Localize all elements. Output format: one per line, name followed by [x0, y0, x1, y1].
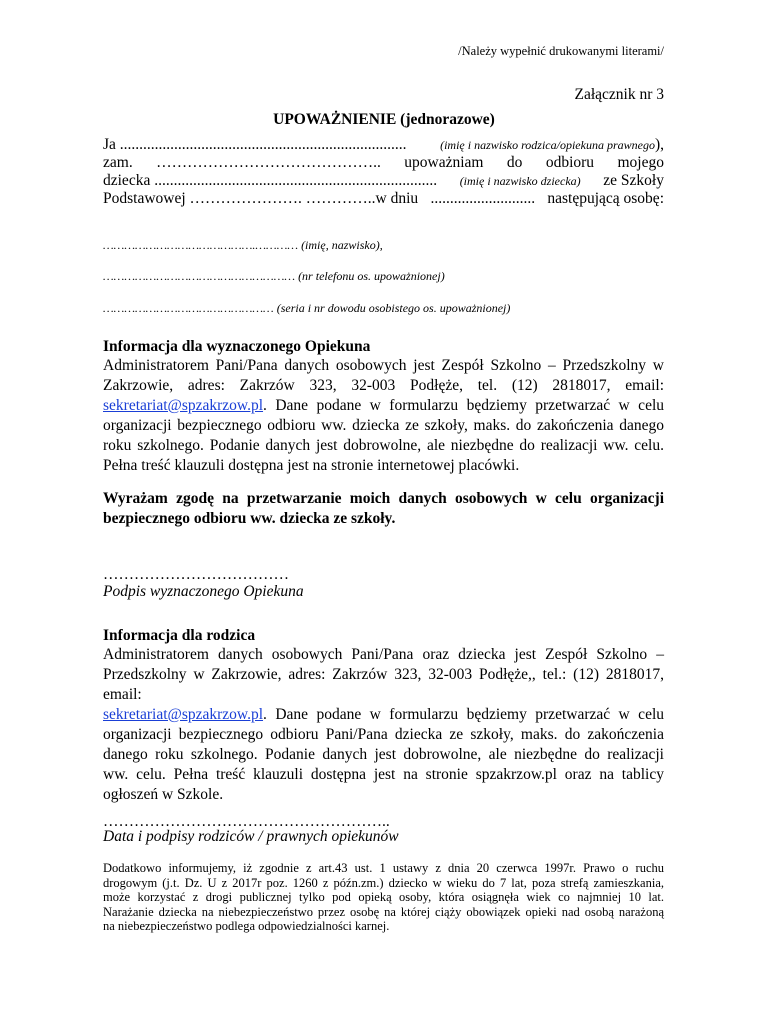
address-field[interactable]: ……………………………………..: [156, 154, 381, 171]
parent-name-field[interactable]: Ja ..........................................................................: [103, 136, 407, 153]
parent-info-heading: Informacja dla rodzica: [103, 627, 256, 644]
guardian-info-heading: Informacja dla wyznaczonego Opiekuna: [103, 338, 371, 355]
intro-block: [103, 135, 664, 207]
parent-name-note: (imię i nazwisko rodzica/opiekuna prawnego: [440, 138, 655, 152]
child-name-field[interactable]: dziecka .........................................................................: [103, 172, 438, 189]
guardian-signature-line[interactable]: ………………………………: [103, 566, 289, 583]
document-title: UPOWAŻNIENIE (jednorazowe): [273, 111, 495, 128]
child-name-note: (imię i nazwisko dziecka): [459, 174, 581, 188]
school-date-field[interactable]: Podstawowej …………………. …………..w dniu: [103, 190, 419, 207]
fill-instruction: /Należy wypełnić drukowanymi literami/: [458, 44, 664, 58]
authorized-phone-field[interactable]: ………………………………………………: [103, 269, 296, 283]
parent-signature-label: Data i podpisy rodziców / prawnych opiekunów: [103, 828, 399, 845]
date-field[interactable]: ...........................: [430, 190, 536, 207]
parent-email-link[interactable]: sekretariat@spzakrzow.pl: [103, 706, 264, 723]
intro-line-1: Ja .......................................................................... (imię i nazwisko rodzica/opiekuna prawnego),: [103, 136, 664, 153]
intro-line-2: zam. …………………………………….. upoważniam do odbioru mojego: [103, 154, 664, 171]
parent-signature-line[interactable]: ………………………………………………..: [103, 813, 390, 830]
attachment-number: Załącznik nr 3: [574, 86, 664, 103]
guardian-email-link[interactable]: sekretariat@spzakrzow.pl: [103, 397, 264, 414]
authorized-id-label: (seria i nr dowodu osobistego os. upoważnionej): [276, 301, 511, 315]
authorized-name-row: [103, 238, 383, 253]
authorized-id-field[interactable]: …………………………………………: [103, 301, 274, 315]
intro-line-3: dziecka ......................................................................... (imię i nazwisko dziecka) ze Szkoły: [103, 172, 664, 189]
legal-footnote: Dodatkowo informujemy, iż zgodnie z art.43 ust. 1 ustawy z dnia 20 czerwca 1997r. Prawo o ruchu drogowym (j.t. Dz. U z 2017r poz. 1260 z późn.zm.) dziecko w wieku do 7 lat, poza strefą zamieszkania, może korzystać z drogi publicznej tylko pod opieką osoby, która osiągnęła wiek co najmniej 10 lat. Narażanie dziecka na niebezpieczeństwo przez osobę na której ciąży obowiązek opieki nad osobą narażoną na niebezpieczeństwo podlega odpowiedzialności karnej.: [103, 861, 664, 933]
guardian-signature-label: Podpis wyznaczonego Opiekuna: [103, 583, 304, 600]
authorized-name-label: (imię, nazwisko),: [301, 238, 383, 252]
consent-statement: Wyrażam zgodę na przetwarzanie moich danych osobowych w celu organizacji bezpiecznego odbioru ww. dziecka ze szkoły.: [103, 490, 664, 527]
authorized-phone-label: (nr telefonu os. upoważnionej): [298, 269, 445, 283]
intro-line-4: Podstawowej …………………. …………..w dniu ........................... następującą osobę:: [103, 190, 664, 207]
parent-info-section: Informacja dla rodzica Administratorem danych osobowych Pani/Pana oraz dziecka jest Zespół Szkolno – Przedszkolny w Zakrzowie, adres: Zakrzów 323, 32-003 Podłęże,, tel.: (12) 2818017, email: sekretariat@spzakrzow.pl. Dane podane w formularzu będziemy przetwarzać w celu organizacji bezpiecznego odbioru Pani/Pana dziecka ze szkoły, maks. do zakończenia danego roku szkolnego. Podanie danych jest dobrowolne, ale niezbędne do realizacji ww. celu. Pełna treść klauzuli dostępna jest na stronie spzakrzow.pl oraz na tablicy ogłoszeń w Szkole.: [103, 627, 664, 803]
authorized-id-row: [103, 301, 510, 316]
authorized-name-field[interactable]: …………………………………….…………: [103, 238, 299, 252]
guardian-info-section: Informacja dla wyznaczonego Opiekuna Administratorem Pani/Pana danych osobowych jest Zespół Szkolno – Przedszkolny w Zakrzowie, adres: Zakrzów 323, 32-003 Podłęże, tel. (12) 2818017, email: sekretariat@spzakrzow.pl. Dane podane w formularzu będziemy przetwarzać w celu organizacji bezpiecznego odbioru ww. dziecka ze szkoły, maks. do zakończenia danego roku szkolnego. Podanie danych jest dobrowolne, ale niezbędne do realizacji ww. celu. Pełna treść klauzuli dostępna jest na stronie internetowej placówki.: [103, 338, 664, 474]
authorized-phone-row: [103, 269, 445, 284]
